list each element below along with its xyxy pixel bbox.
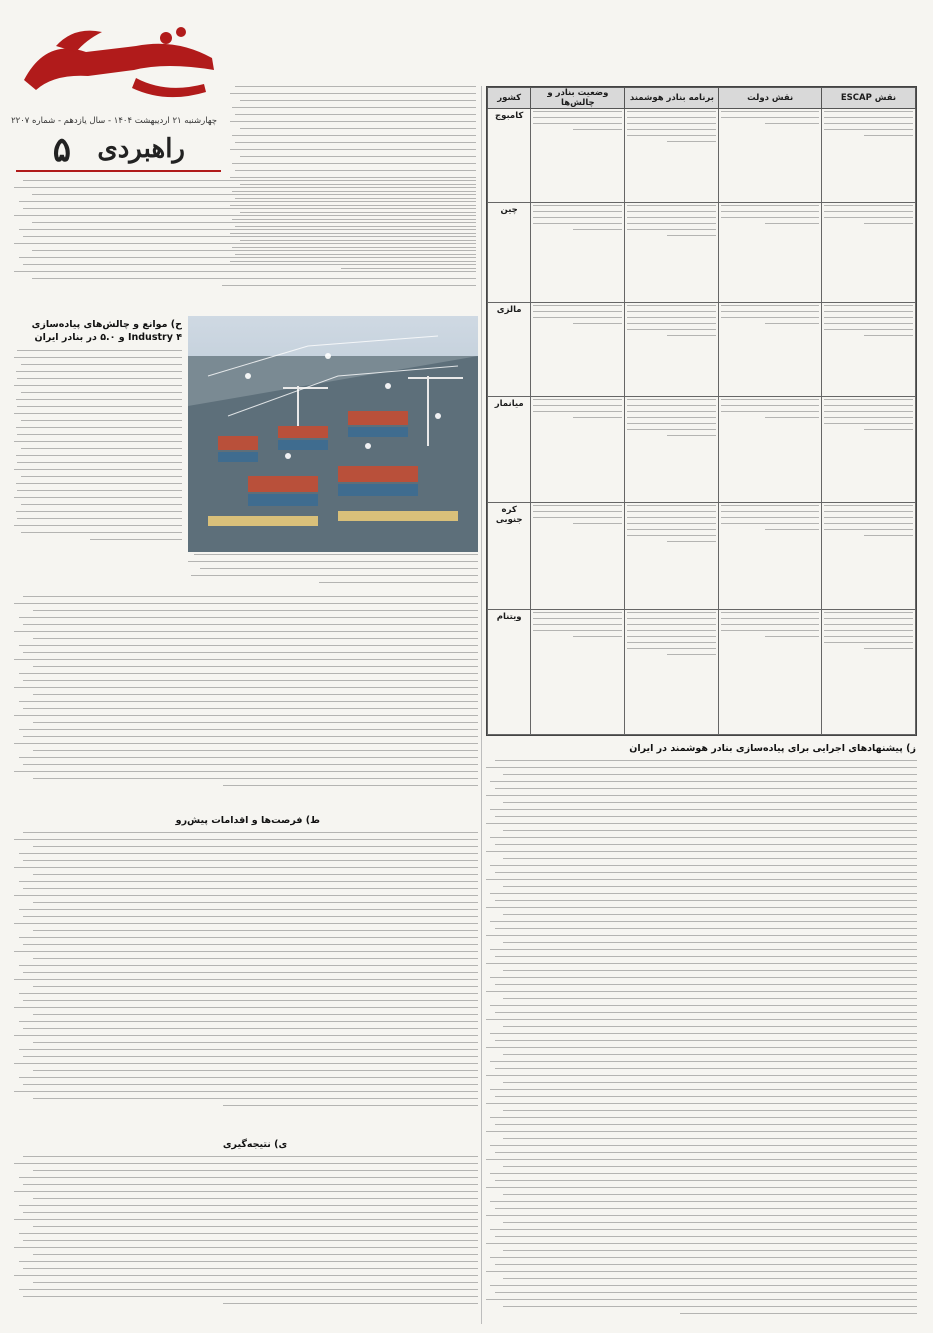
col-country: کشور bbox=[488, 88, 531, 109]
port-photo bbox=[188, 316, 478, 552]
comparison-table bbox=[486, 86, 917, 736]
section-row bbox=[16, 130, 221, 172]
col-smart-port-plan: برنامه بنادر هوشمند bbox=[625, 88, 719, 109]
photo-caption bbox=[188, 554, 478, 594]
country-cell: چین bbox=[488, 202, 531, 302]
recommendations-text bbox=[486, 760, 917, 1324]
obstacles-text bbox=[14, 350, 182, 555]
table-row bbox=[488, 609, 916, 734]
col-escap: نقش ESCAP bbox=[821, 88, 915, 109]
issue-date-line: چهارشنبه ۲۱ اردیبهشت ۱۴۰۴ - سال یازدهم - شماره ۲۲۰۷ bbox=[11, 116, 217, 126]
left-body-1 bbox=[14, 596, 478, 808]
col-status: وضعیت بنادر و چالش‌ها bbox=[531, 88, 625, 109]
country-cell: ویتنام bbox=[488, 609, 531, 734]
table-row bbox=[488, 503, 916, 609]
table-row bbox=[488, 303, 916, 397]
table-row bbox=[488, 109, 916, 203]
opportunities-text bbox=[14, 832, 478, 1132]
country-cell: کامبوج bbox=[488, 109, 531, 203]
heading-obstacles-line2: Industry ۴ و ۵.۰ در بنادر ایران bbox=[34, 332, 182, 343]
article-block-wide bbox=[14, 180, 476, 308]
heading-opportunities: ط) فرصت‌ها و اقدامات پیش‌رو bbox=[175, 815, 320, 826]
country-cell: مالزی bbox=[488, 303, 531, 397]
column-divider bbox=[481, 86, 482, 1324]
country-cell: میانمار bbox=[488, 396, 531, 502]
heading-recommendations: ز) پیشنهادهای اجرایی برای پیاده‌سازی بنادر هوشمند در ایران bbox=[629, 743, 916, 754]
heading-obstacles-line1: ح) موانع و چالش‌های پیاده‌سازی bbox=[31, 319, 182, 330]
heading-obstacles bbox=[16, 318, 182, 344]
country-cell: کره جنوبی bbox=[488, 503, 531, 609]
conclusion-text bbox=[14, 1156, 478, 1326]
page-number: ۵ bbox=[52, 130, 71, 170]
logo bbox=[16, 18, 221, 108]
masthead bbox=[11, 18, 221, 170]
table-row bbox=[488, 202, 916, 302]
table-row bbox=[488, 396, 916, 502]
section-title: راهبردی bbox=[97, 134, 185, 164]
col-government: نقش دولت bbox=[719, 88, 822, 109]
masthead-rule bbox=[16, 170, 221, 172]
heading-conclusion: ی) نتیجه‌گیری bbox=[222, 1139, 288, 1150]
